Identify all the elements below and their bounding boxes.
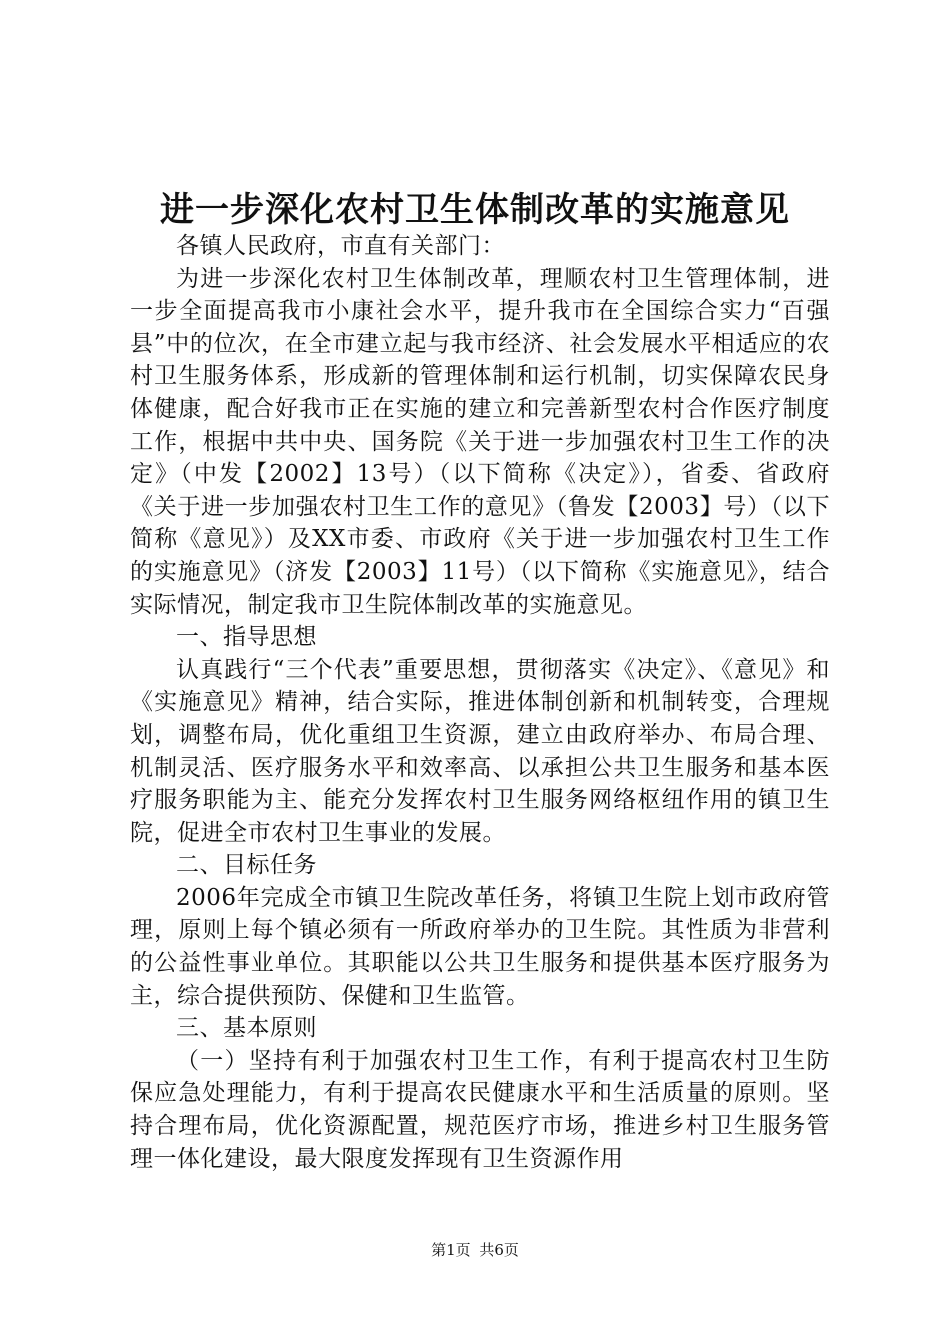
page-total: 共6页 — [479, 1241, 519, 1259]
goals-paragraph: 2006年完成全市镇卫生院改革任务，将镇卫生院上划市政府管理，原则上每个镇必须有一所政府举办的卫生院。其性质为非营利的公益性事业单位。其职能以公共卫生服务和提供基本医疗服务为主，综合提供预防、保健和卫生监管。 — [130, 884, 830, 1009]
page-footer — [0, 1240, 950, 1260]
section-heading-guiding-ideology: 一、指导思想 — [176, 624, 317, 651]
principles-paragraph: （一）坚持有利于加强农村卫生工作，有利于提高农村卫生防保应急处理能力，有利于提高农民健康水平和生活质量的原则。坚持合理布局，优化资源配置，规范医疗市场，推进乡村卫生服务管理一体化建设，最大限度发挥现有卫生资源作用 — [130, 1047, 830, 1172]
salutation: 各镇人民政府，市直有关部门： — [176, 233, 505, 259]
document-title: 进一步深化农村卫生体制改革的实施意见 — [160, 190, 790, 230]
section-heading-principles: 三、基本原则 — [176, 1015, 317, 1042]
guiding-ideology-paragraph: 认真践行“三个代表”重要思想，贯彻落实《决定》、《意见》和《实施意见》精神，结合实际，推进体制创新和机制转变，合理规划，调整布局，优化重组卫生资源，建立由政府举办、布局合理、机制灵活、医疗服务水平和效率高、以承担公共卫生服务和基本医疗服务职能为主、能充分发挥农村卫生服务网络枢纽作用的镇卫生院，促进全市农村卫生事业的发展。 — [130, 656, 830, 846]
page-number: 第1页 — [431, 1241, 471, 1259]
intro-paragraph: 为进一步深化农村卫生体制改革，理顺农村卫生管理体制，进一步全面提高我市小康社会水平，提升我市在全国综合实力“百强县”中的位次，在全市建立起与我市经济、社会发展水平相适应的农村卫生服务体系，形成新的管理体制和运行机制，切实保障农民身体健康，配合好我市正在实施的建立和完善新型农村合作医疗制度工作，根据中共中央、国务院《关于进一步加强农村卫生工作的决定》（中发【2002】13号）（以下简称《决定》），省委、省政府《关于进一步加强农村卫生工作的意见》（鲁发【2003】号）（以下简称《意见》）及XX市委、市政府《关于进一步加强农村卫生工作的实施意见》（济发【2003】11号）（以下简称《实施意见》，结合实际情况，制定我市卫生院体制改革的实施意见。 — [130, 265, 830, 618]
section-heading-goals: 二、目标任务 — [176, 852, 317, 879]
document-body — [130, 230, 830, 1175]
